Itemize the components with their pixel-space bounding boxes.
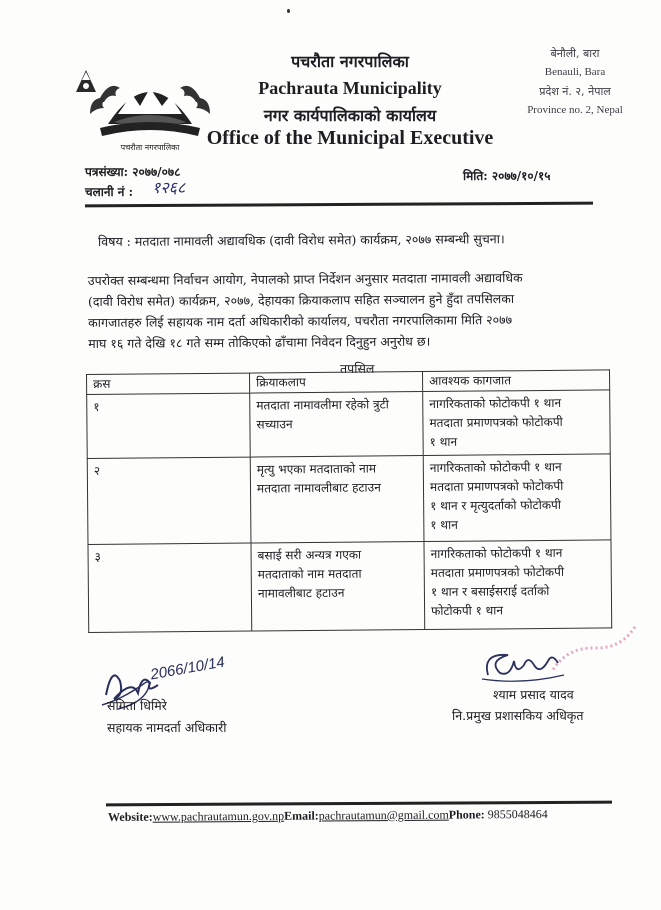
letter-subject: विषय : मतदाता नामावली अद्यावधिक (दावी विरोध समेत) कार्यक्रम, २०७७ सम्बन्धी सुचना। xyxy=(97,231,505,249)
website-label: Website: xyxy=(107,809,153,824)
left-signature-date: 2066/10/14 xyxy=(149,653,226,684)
letter-number: पत्रसंख्या: २०७७/०७८ xyxy=(85,165,181,179)
cell-line: मतदाता नामावलीबाट हटाउन xyxy=(256,480,381,496)
body-line: उपरोक्त सम्बन्धमा निर्वाचन आयोग, नेपालको प्राप्त निर्देशन अनुसार मतदाता नामावली अद्यावधिक xyxy=(87,269,523,289)
activity-cell xyxy=(250,456,424,544)
scan-speck xyxy=(287,9,290,13)
header-serial: क्रस xyxy=(87,373,250,394)
cell-line: मतदाता प्रमाणपत्रको फोटोकपी xyxy=(430,564,565,580)
dispatch-label: चलानी नं : xyxy=(85,185,134,199)
address-line-3: प्रदेश नं. २, नेपाल xyxy=(539,85,611,98)
office-name-english: Pachrauta Municipality xyxy=(258,78,442,98)
left-signatory-title: सहायक नामदर्ता अधिकारी xyxy=(107,720,227,735)
cell-line: १ थान र बसाईसराई दर्ताको xyxy=(430,583,550,599)
cell-line: मतदाता प्रमाणपत्रको फोटोकपी xyxy=(429,414,563,431)
cell-line: १ थान xyxy=(429,434,458,450)
footer-contact xyxy=(108,807,548,825)
cell-line: १ थान र मृत्युदर्ताको फोटोकपी xyxy=(430,497,561,514)
address-line-1: बेनौली, बारा xyxy=(550,47,600,60)
header-divider xyxy=(85,202,593,208)
executive-office-english: Office of the Municipal Executive xyxy=(206,127,494,149)
address-line-4: Province no. 2, Nepal xyxy=(527,104,623,116)
serial-cell: १ xyxy=(87,393,251,458)
cell-line: मतदाता प्रमाणपत्रको फोटोकपी xyxy=(429,478,564,495)
serial-cell: २ xyxy=(87,457,251,544)
cell-line: मृत्यु भएका मतदाताको नाम xyxy=(256,461,377,477)
right-signatory-name: श्याम प्रसाद यादव xyxy=(493,687,574,702)
body-line: (दावी विरोध समेत) कार्यक्रम, २०७७, देहायका क्रियाकलाप सहित सञ्चालन हुने हुँदा तपसिलका xyxy=(87,291,515,310)
address-line-2: Benauli, Bara xyxy=(544,66,606,78)
phone-label: Phone: xyxy=(448,807,485,822)
letter-body xyxy=(88,266,599,354)
phone-number: 9855048464 xyxy=(484,806,548,822)
cell-line: १ थान xyxy=(430,517,458,533)
email-label: Email: xyxy=(284,808,319,823)
header-activity: क्रियाकलाप xyxy=(249,372,422,394)
cell-line: नागरिकताको फोटोकपी १ थान xyxy=(429,459,562,476)
executive-office-nepali: नगर कार्यपालिकाको कार्यालय xyxy=(263,106,437,125)
municipality-emblem-icon xyxy=(70,62,220,154)
activity-cell xyxy=(250,392,424,458)
dispatch-number-handwritten: १२६८ xyxy=(152,180,186,197)
documents-cell xyxy=(424,540,612,630)
cell-line: फोटोकपी १ थान xyxy=(431,603,504,618)
email-link[interactable]: pachrautamun@gmail.com xyxy=(318,807,449,823)
left-signatory-name: सगिता धिमिरे xyxy=(107,698,167,713)
cell-line: मतदाता नामावलीमा रहेको त्रुटी xyxy=(256,397,389,413)
right-signatory-title: नि.प्रमुख प्रशासकिय अधिकृत xyxy=(452,708,584,723)
documents-cell xyxy=(423,454,611,542)
emblem-label: पचरौता नगरपालिका xyxy=(120,143,180,152)
table-row xyxy=(88,540,612,633)
header-documents: आवश्यक कागजात xyxy=(422,370,609,392)
serial-cell: ३ xyxy=(88,543,252,632)
right-signature-scribble xyxy=(478,645,568,687)
table-caption: तपसिल xyxy=(340,361,375,376)
table-row xyxy=(87,454,611,545)
body-line: कागजातहरु लिई सहायक नाम दर्ता अधिकारीको कार्यालय, पचरौता नगरपालिकामा मिति २०७७ xyxy=(88,312,513,330)
footer-divider xyxy=(106,801,612,807)
cell-line: नागरिकताको फोटोकपी १ थान xyxy=(430,545,563,561)
cell-line: नागरिकताको फोटोकपी १ थान xyxy=(429,395,562,412)
office-name-nepali: पचरौता नगरपालिका xyxy=(291,52,409,71)
cell-line: सच्याउन xyxy=(256,417,293,432)
body-line: माघ १६ गते देखि १८ गते सम्म तोकिएको ढाँचामा निवेदन दिनुहुन अनुरोध छ। xyxy=(88,333,431,351)
activity-cell xyxy=(251,542,425,632)
requirements-table xyxy=(86,369,612,633)
website-link[interactable]: www.pachrautamun.gov.np xyxy=(152,808,285,824)
letter-date: मिति: २०७७/१०/१५ xyxy=(463,169,551,183)
cell-line: मतदाताको नाम मतदाता xyxy=(257,566,362,582)
documents-cell xyxy=(423,390,611,456)
table-row xyxy=(87,390,611,459)
cell-line: नामावलीबाट हटाउन xyxy=(257,585,345,601)
cell-line: बसाई सरी अन्यत्र गएका xyxy=(257,547,362,563)
